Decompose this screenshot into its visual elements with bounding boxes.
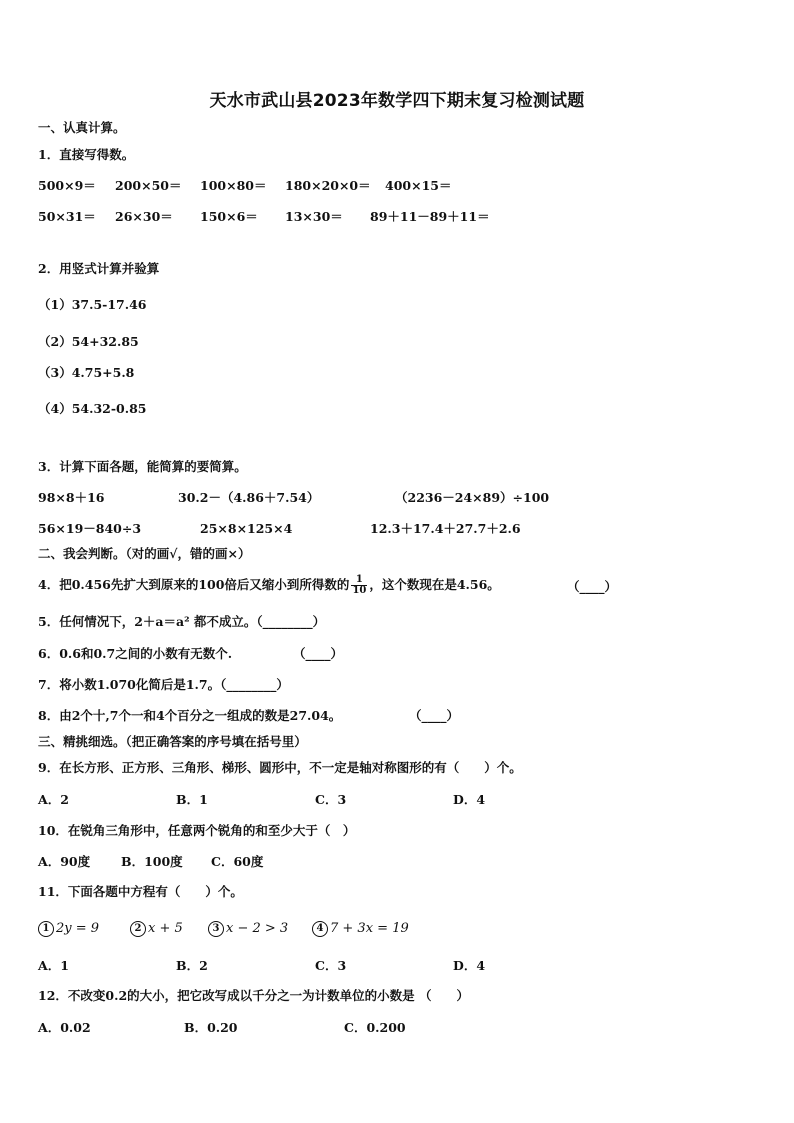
circled-number-4: 4 xyxy=(312,921,328,937)
q1-r1-c2: 200×50＝ xyxy=(115,178,182,193)
q11-option-a[interactable]: A．1 xyxy=(38,958,69,973)
q2-item-3: （3）4.75+5.8 xyxy=(38,365,135,380)
q5-line: 5．任何情况下，2＋a＝a² 都不成立。（________） xyxy=(38,614,326,629)
q10-option-a[interactable]: A．90度 xyxy=(38,854,91,869)
q4-answer-blank[interactable]: （____） xyxy=(567,579,618,594)
q12-option-c[interactable]: C．0.200 xyxy=(344,1020,406,1035)
q11-eq-3-expr: x − 2 > 3 xyxy=(226,921,289,936)
q7-line: 7．将小数1.070化简后是1.7。（________） xyxy=(38,677,289,692)
q3-r1-c1: 98×8＋16 xyxy=(38,490,105,505)
q10-line: 10．在锐角三角形中，任意两个锐角的和至少大于（ ） xyxy=(38,823,356,838)
page-title: 天水市武山县2023年数学四下期末复习检测试题 xyxy=(209,91,585,111)
q1-r1-c5: 400×15＝ xyxy=(385,178,452,193)
q12-option-a[interactable]: A．0.02 xyxy=(38,1020,91,1035)
q1-r2-c4: 13×30＝ xyxy=(285,209,343,224)
q6-line: 6．0.6和0.7之间的小数有无数个. xyxy=(38,646,233,661)
q9-option-b[interactable]: B．1 xyxy=(176,792,208,807)
q11-eq-2 xyxy=(130,920,183,937)
q8-line: 8．由2个十,7个一和4个百分之一组成的数是27.04。 xyxy=(38,708,342,723)
q1-r2-c1: 50×31＝ xyxy=(38,209,96,224)
section-1-heading: 一、认真计算。 xyxy=(38,120,126,135)
q9-option-a[interactable]: A．2 xyxy=(38,792,69,807)
q4-text-b: ，这个数现在是4.56。 xyxy=(369,577,500,592)
q11-line: 11．下面各题中方程有（ ）个。 xyxy=(38,884,243,899)
q3-r1-c3: （2236－24×89）÷100 xyxy=(395,490,550,505)
q9-option-c[interactable]: C．3 xyxy=(315,792,347,807)
q1-r1-c1: 500×9＝ xyxy=(38,178,96,193)
q11-eq-2-expr: x + 5 xyxy=(148,921,183,936)
q9-option-d[interactable]: D．4 xyxy=(453,792,486,807)
q2-label: 2．用竖式计算并验算 xyxy=(38,261,160,276)
section-3-heading: 三、精挑细选。（把正确答案的序号填在括号里） xyxy=(38,734,307,749)
q11-eq-1-expr: 2y = 9 xyxy=(56,921,100,936)
q4-fraction xyxy=(351,575,367,596)
q1-r2-c3: 150×6＝ xyxy=(200,209,258,224)
q3-r2-c1: 56×19－840÷3 xyxy=(38,521,142,536)
q4-frac-den: 10 xyxy=(352,585,367,596)
q11-option-c[interactable]: C．3 xyxy=(315,958,347,973)
q11-eq-3 xyxy=(208,920,288,937)
q11-eq-4-expr: 7 + 3x = 19 xyxy=(330,921,409,936)
q9-line: 9．在长方形、正方形、三角形、梯形、圆形中，不一定是轴对称图形的有（ ）个。 xyxy=(38,760,522,775)
q3-r2-c3: 12.3＋17.4＋27.7＋2.6 xyxy=(370,521,521,536)
q1-r1-c3: 100×80＝ xyxy=(200,178,267,193)
q3-r1-c2: 30.2－（4.86＋7.54） xyxy=(178,490,320,505)
q6-answer-blank[interactable]: （____） xyxy=(293,646,344,661)
q11-option-b[interactable]: B．2 xyxy=(176,958,208,973)
q12-line: 12．不改变0.2的大小，把它改写成以千分之一为计数单位的小数是 （ ） xyxy=(38,988,469,1003)
q1-r2-c5: 89＋11－89＋11＝ xyxy=(370,209,490,224)
circled-number-3: 3 xyxy=(208,921,224,937)
q11-option-d[interactable]: D．4 xyxy=(453,958,486,973)
circled-number-2: 2 xyxy=(130,921,146,937)
q2-item-2: （2）54+32.85 xyxy=(38,334,139,349)
q1-label: 1．直接写得数。 xyxy=(38,147,135,162)
q11-eq-4 xyxy=(312,920,409,937)
section-2-heading: 二、我会判断。（对的画√，错的画×） xyxy=(38,546,251,561)
q4-text-a: 4．把0.456先扩大到原来的100倍后又缩小到所得数的 xyxy=(38,577,350,592)
q3-label: 3．计算下面各题，能简算的要简算。 xyxy=(38,459,247,474)
circled-number-1: 1 xyxy=(38,921,54,937)
q4-line xyxy=(38,575,500,596)
q1-r1-c4: 180×20×0＝ xyxy=(285,178,371,193)
q10-option-b[interactable]: B．100度 xyxy=(121,854,183,869)
q4-frac-num: 1 xyxy=(351,575,367,586)
q2-item-4: （4）54.32-0.85 xyxy=(38,401,147,416)
q12-option-b[interactable]: B．0.20 xyxy=(184,1020,238,1035)
q1-r2-c2: 26×30＝ xyxy=(115,209,173,224)
q8-answer-blank[interactable]: （____） xyxy=(409,708,460,723)
q2-item-1: （1）37.5-17.46 xyxy=(38,297,147,312)
q10-option-c[interactable]: C．60度 xyxy=(211,854,264,869)
q11-eq-1 xyxy=(38,920,99,937)
q3-r2-c2: 25×8×125×4 xyxy=(200,521,293,536)
